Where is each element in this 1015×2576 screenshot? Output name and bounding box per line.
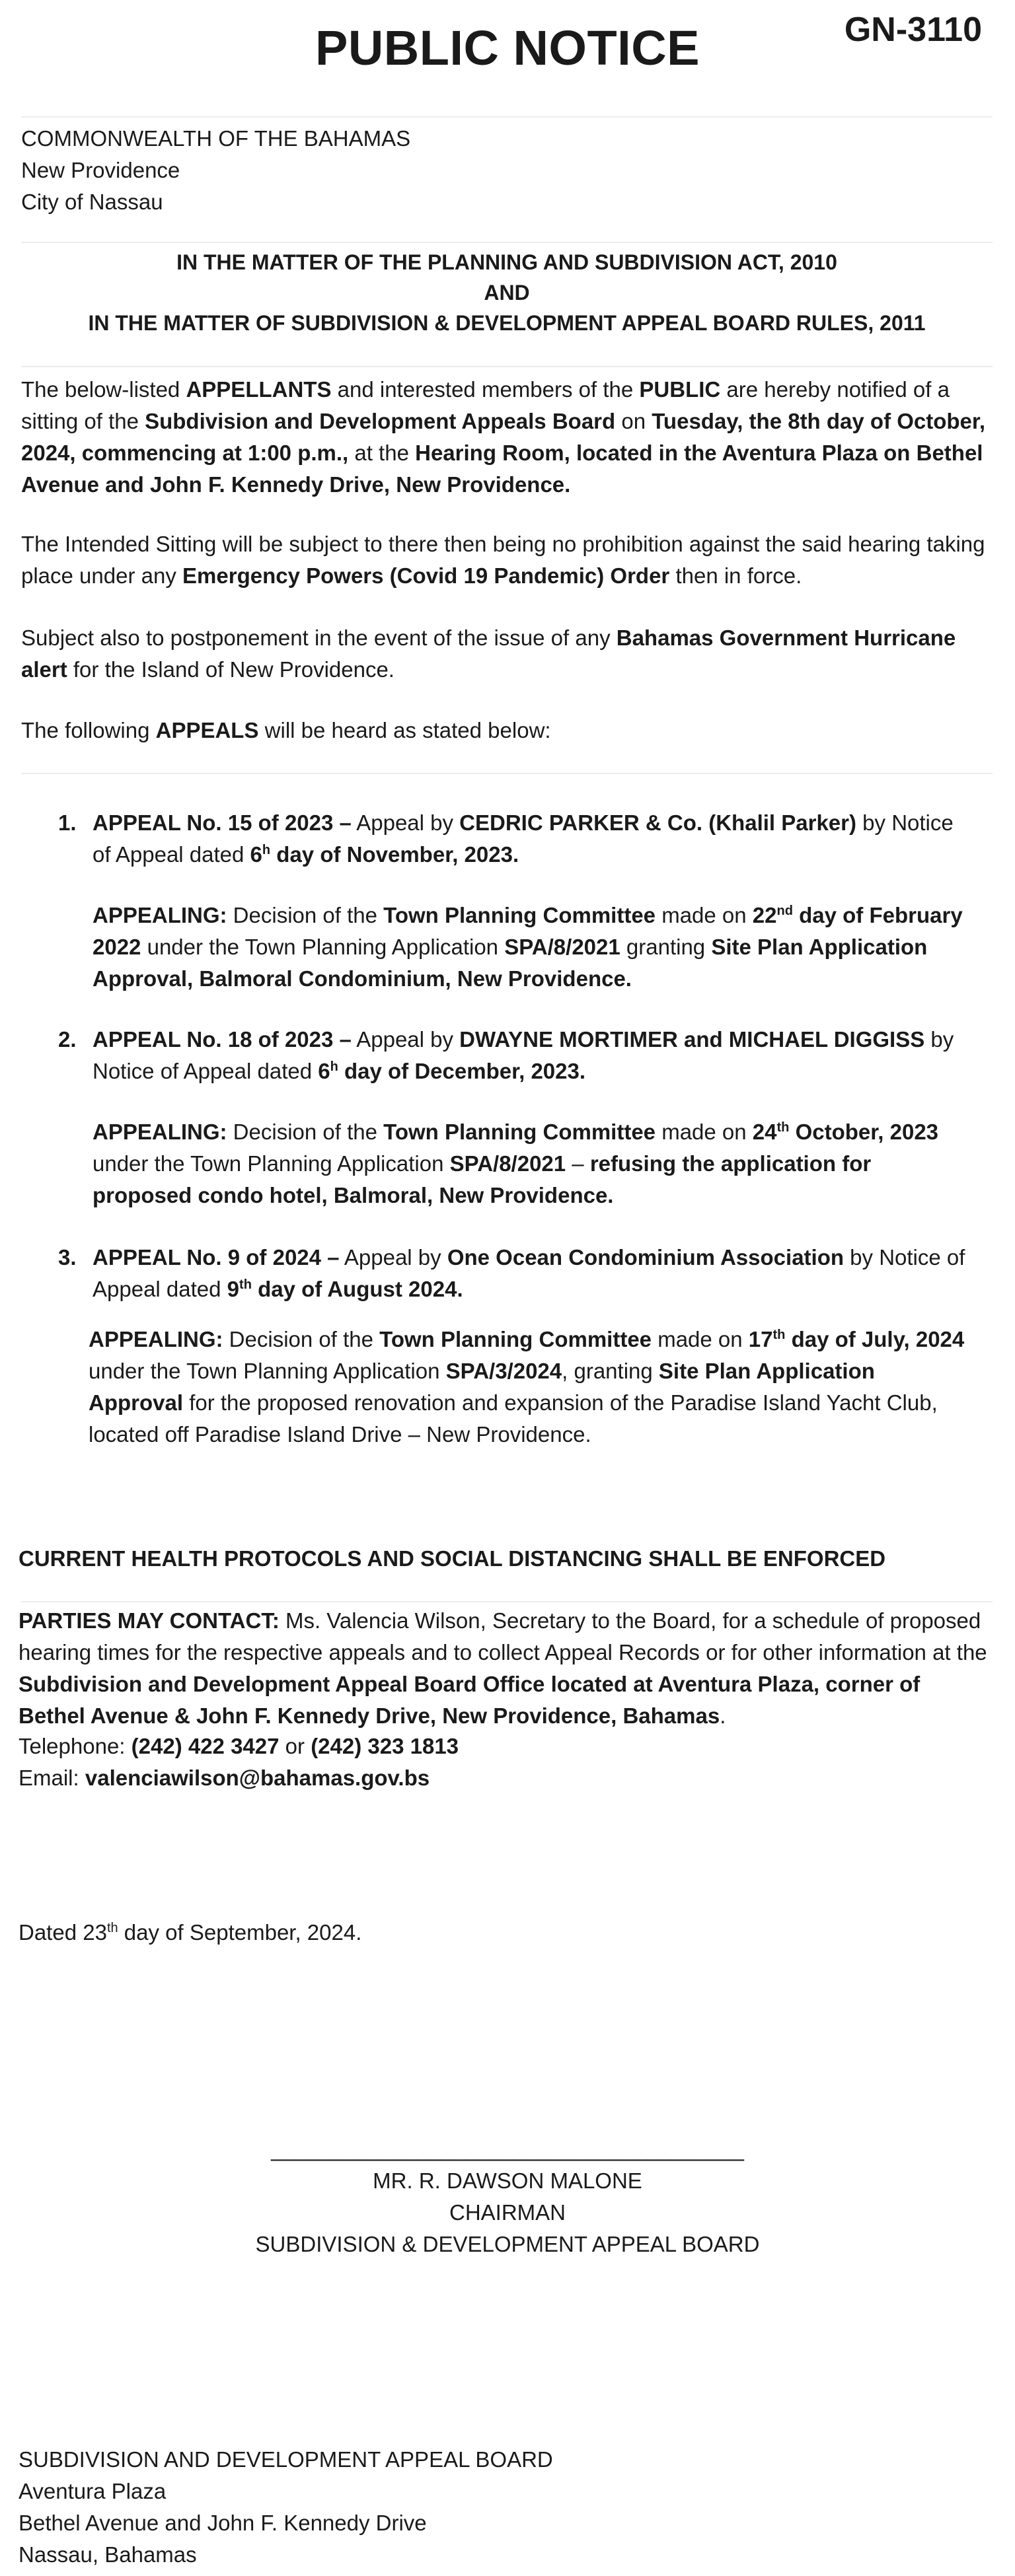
dated-line: Dated 23th day of September, 2024.: [19, 1920, 362, 1945]
address-line: Bethel Avenue and John F. Kennedy Drive: [19, 2511, 427, 2535]
jurisdiction-line: City of Nassau: [21, 190, 163, 214]
appeal-appealing: APPEALING: Decision of the Town Planning Committee made on 24th October, 2023 under the Town Planning Application SPA/8/2021 – refusing the application for proposed condo hotel, Balmoral, New Providence.: [93, 1120, 939, 1207]
appeal-item: [58, 1242, 971, 1305]
matter-heading: [21, 247, 993, 338]
gazette-reference: GN-3110: [844, 11, 982, 49]
appeal-heading: 3. APPEAL No. 9 of 2024 – Appeal by One Ocean Condominium Association by Notice of Appeal dated 9th day of August 2024.: [93, 1242, 971, 1305]
divider: [21, 116, 993, 118]
contact-paragraph: PARTIES MAY CONTACT: Ms. Valencia Wilson, Secretary to the Board, for a schedule of proposed hearing times for the respective appeals and to collect Appeal Records or for other information at the Subdivision and Development Appeal Board Office located at Aventura Plaza, corner of Bethel Avenue & John F. Kennedy Drive, New Providence, Bahamas.: [19, 1608, 987, 1728]
postponement-paragraph: Subject also to postponement in the event of the issue of any Bahamas Government Hurricane alert for the Island of New Providence.: [21, 626, 956, 682]
appeal-heading: 2. APPEAL No. 18 of 2023 – Appeal by DWAYNE MORTIMER and MICHAEL DIGGISS by Notice of Appeal dated 6$^h$ day of December, 2023.: [93, 1024, 971, 1087]
footer-address: [19, 2444, 990, 2571]
sitting-paragraph: The Intended Sitting will be subject to there then being no prohibition against the said hearing taking place under any Emergency Powers (Covid 19 Pandemic) Order then in force.: [21, 532, 985, 588]
signatory-organization: SUBDIVISION & DEVELOPMENT APPEAL BOARD: [255, 2232, 760, 2256]
intro-paragraph: The below-listed APPELLANTS and interested members of the PUBLIC are hereby notified of a sitting of the Subdivision and Development Appeals Board on Tuesday, the 8th day of October, 2024, commencing at 1:00 p.m., at the Hearing Room, located in the Aventura Plaza on Bethel Avenue and John F. Kennedy Drive, New Providence.: [21, 377, 986, 497]
appeal-appealing: APPEALING: Decision of the Town Planning Committee made on 22nd day of February 2022 under the Town Planning Application SPA/8/2021 granting Site Plan Application Approval, Balmoral Condominium, New Providence.: [93, 903, 963, 991]
signature-block: [0, 2133, 1015, 2260]
jurisdiction-block: [21, 123, 993, 218]
divider: [21, 366, 993, 367]
appeal-appealing: APPEALING: Decision of the Town Planning Committee made on 17th day of July, 2024 under the Town Planning Application SPA/3/2024, granting Site Plan Application Approval for the proposed renovation and expansion of the Paradise Island Yacht Club, located off Paradise Island Drive – New Providence.: [89, 1327, 965, 1447]
phone-number[interactable]: (242) 422 3427: [131, 1734, 280, 1758]
notice-title: PUBLIC NOTICE: [315, 20, 700, 75]
appeal-item: [58, 1024, 971, 1087]
list-number: 2.: [58, 1027, 77, 1052]
divider: [21, 242, 993, 243]
jurisdiction-line: COMMONWEALTH OF THE BAHAMAS: [21, 126, 411, 151]
signatory-name: MR. R. DAWSON MALONE: [373, 2168, 642, 2193]
address-line: SUBDIVISION AND DEVELOPMENT APPEAL BOARD: [19, 2447, 553, 2472]
contact-telephone: Telephone: (242) 422 3427 or (242) 323 1813: [19, 1734, 459, 1758]
appeal-item: [58, 807, 971, 871]
signature-line: _______________________________________: [271, 2137, 744, 2161]
divider: [21, 773, 993, 774]
health-protocols-notice: CURRENT HEALTH PROTOCOLS AND SOCIAL DISTANCING SHALL BE ENFORCED: [19, 1546, 886, 1571]
contact-email: Email: valenciawilson@bahamas.gov.bs: [19, 1766, 430, 1790]
list-number: 3.: [58, 1245, 77, 1270]
address-line: Aventura Plaza: [19, 2479, 167, 2503]
email-link[interactable]: valenciawilson@bahamas.gov.bs: [85, 1766, 430, 1790]
matter-line: IN THE MATTER OF THE PLANNING AND SUBDIVISION ACT, 2010: [176, 250, 837, 274]
appeals-intro: The following APPEALS will be heard as stated below:: [21, 718, 551, 742]
address-line: Nassau, Bahamas: [19, 2542, 197, 2567]
divider: [21, 1601, 993, 1602]
matter-line: AND: [484, 281, 530, 304]
jurisdiction-line: New Providence: [21, 158, 180, 182]
phone-number[interactable]: (242) 323 1813: [311, 1734, 459, 1758]
matter-line: IN THE MATTER OF SUBDIVISION & DEVELOPMENT APPEAL BOARD RULES, 2011: [88, 311, 926, 335]
signatory-title: CHAIRMAN: [449, 2200, 566, 2225]
appeal-heading: 1. APPEAL No. 15 of 2023 – Appeal by CEDRIC PARKER & Co. (Khalil Parker) by Notice of Appeal dated 6$^h$ day of November, 2023.: [93, 807, 971, 871]
list-number: 1.: [58, 810, 77, 835]
